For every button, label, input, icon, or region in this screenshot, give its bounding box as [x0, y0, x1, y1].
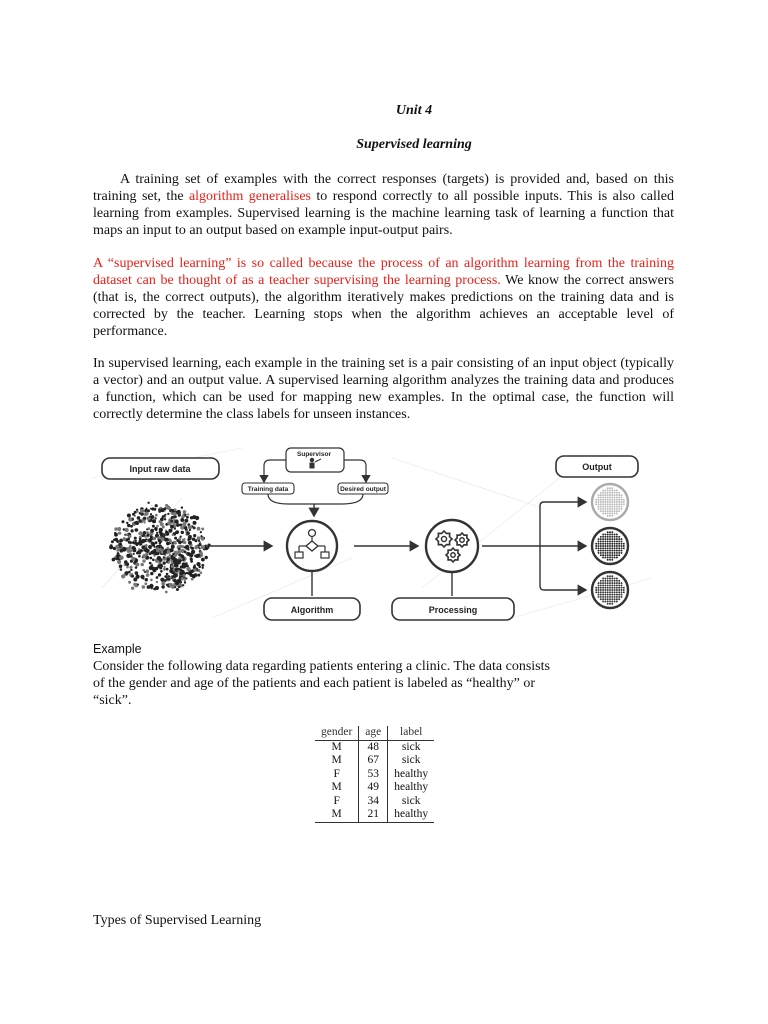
table-cell: M	[315, 808, 359, 822]
example-label: Example	[93, 642, 142, 656]
supervised-learning-diagram	[92, 438, 674, 628]
section-title: Supervised learning	[356, 137, 472, 152]
table-cell: M	[315, 740, 359, 754]
table-row	[315, 768, 434, 782]
paragraph-teacher	[93, 255, 674, 340]
paragraph-text: A training set of examples with the correct responses (targets) is provided and, based on this training set, the	[93, 172, 674, 204]
column-header: gender	[315, 726, 359, 740]
table-cell: F	[315, 795, 359, 809]
table-cell: 67	[359, 754, 388, 768]
algorithm-label: Algorithm	[290, 605, 334, 615]
table-row	[315, 795, 434, 809]
input-raw-data-label: Input raw data	[129, 464, 191, 474]
raw-data-cloud-icon	[109, 502, 211, 594]
input-raw-data-box	[102, 458, 219, 479]
paragraph-text: We know the correct answers (that is, the correct outputs), the algorithm iteratively makes predictions on the training data and is corrected by the teacher. Learning stops when the algorithm achieves an acceptable level of performance.	[93, 273, 674, 339]
table-cell: healthy	[388, 808, 434, 822]
unit-heading: Unit 4	[395, 103, 433, 118]
output-class-2-icon	[592, 528, 628, 564]
teacher-icon	[310, 458, 314, 462]
desired-output-box	[338, 483, 388, 494]
column-header: age	[359, 726, 388, 740]
table-cell: healthy	[394, 781, 429, 793]
supervisor-label: Supervisor	[297, 451, 331, 458]
highlighted-text: algorithm generalises	[188, 189, 311, 204]
table-row	[315, 781, 434, 795]
table-row	[315, 754, 434, 768]
algorithm-icon	[287, 521, 337, 571]
gears-icon	[426, 520, 478, 572]
table-row	[315, 808, 434, 822]
output-box	[556, 456, 638, 477]
table-cell: F	[315, 768, 359, 782]
table-cell: 53	[359, 768, 388, 782]
paragraph-intro	[93, 171, 674, 239]
desired-output-label: Desired output	[340, 486, 386, 493]
supervisor-box	[286, 448, 344, 472]
output-label: Output	[582, 462, 612, 472]
table-cell: M	[315, 781, 359, 795]
table-cell: 21	[359, 808, 388, 822]
paragraph-text: to respond correctly to all possible inputs. This is also called learning from examples. Supervised learning is the machine learning task of learning a function that maps an input to an output based on example input-output pairs.	[93, 189, 674, 238]
table-cell: healthy	[394, 767, 429, 780]
types-heading: Types of Supervised Learning	[93, 913, 262, 928]
output-class-3-icon	[592, 572, 628, 608]
training-data-box	[242, 483, 294, 494]
table-cell: sick	[401, 794, 421, 807]
table-cell: M	[315, 754, 359, 768]
column-header: label	[388, 726, 434, 740]
training-data-label: Training data	[247, 486, 289, 493]
paragraph-training-set: In supervised learning, each example in the training set is a pair consisting of an input object (typically a vector) and an output value. A supervised learning algorithm analyzes the training data and produces a function, which can be used for mapping new examples. In the optimal case, the function will correctly determine the class labels for unseen instances.	[93, 356, 674, 422]
processing-box	[392, 598, 514, 620]
table-cell: 49	[359, 781, 388, 795]
table-row	[315, 740, 434, 754]
processing-label: Processing	[428, 605, 478, 615]
highlighted-text: A “supervised learning” is so called because the process of an algorithm learning from the training dataset can be thought of as a teacher supervising the learning process.	[93, 256, 674, 288]
algorithm-box	[264, 598, 360, 620]
table-cell: sick	[401, 740, 421, 753]
patient-data-table	[315, 726, 434, 823]
table-cell: 34	[359, 795, 388, 809]
output-class-1-icon	[592, 484, 628, 520]
table-cell: 48	[359, 740, 388, 754]
table-cell: sick	[401, 754, 421, 766]
table-header-row	[315, 726, 434, 740]
example-text: Consider the following data regarding patients entering a clinic. The data consists of the gender and age of the patients and each patient is labeled as “healthy” or “sick”.	[93, 659, 550, 708]
